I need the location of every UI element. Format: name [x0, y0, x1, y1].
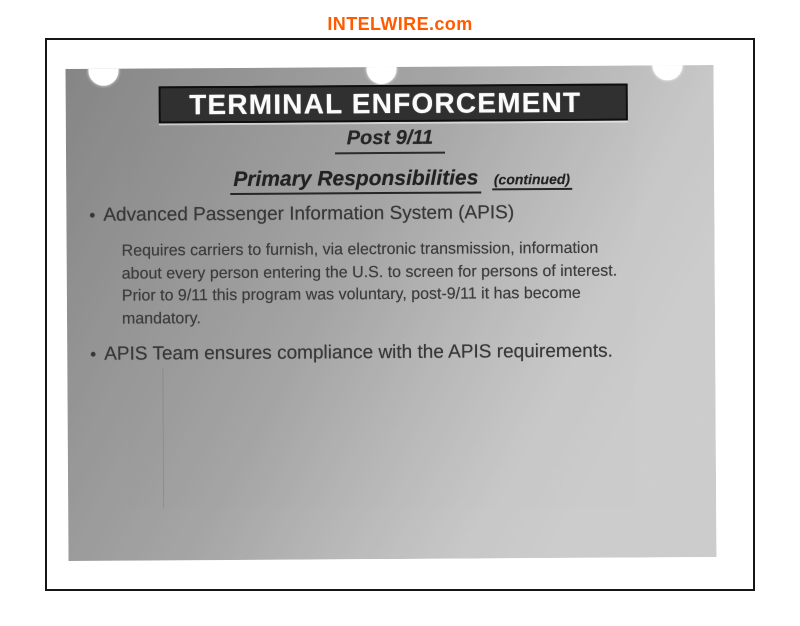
scan-artifact-line: [162, 368, 164, 508]
paragraph-line: about every person entering the U.S. to screen for persons of interest.: [121, 262, 618, 283]
site-header: INTELWIRE.com: [327, 14, 473, 34]
punch-notch-center: [366, 65, 396, 84]
section-heading-row: [77, 165, 716, 196]
punch-notch-right: [652, 65, 682, 80]
bullet-text: APIS Team ensures compliance with the APIS requirements.: [104, 340, 613, 365]
bullet-marker: •: [90, 344, 97, 364]
subtitle-row: [66, 125, 714, 156]
document-frame: [45, 38, 755, 591]
paragraph-line: Requires carriers to furnish, via electronic transmission, information: [121, 239, 599, 260]
paragraph-line: mandatory.: [121, 309, 201, 328]
continued-label: (continued): [492, 171, 572, 190]
slide-title: TERMINAL ENFORCEMENT: [189, 86, 582, 120]
apis-description-paragraph: [122, 238, 618, 331]
bullet-marker: •: [89, 205, 96, 225]
bullet-text: Advanced Passenger Information System (APIS): [103, 202, 515, 226]
slide-title-bar: [159, 84, 628, 124]
bullet-item-apis: [89, 202, 514, 227]
slide-subtitle: Post 9/11: [335, 127, 446, 155]
paragraph-line: Prior to 9/11 this program was voluntary, post-9/11 it has become: [121, 284, 581, 305]
punch-notch-left: [88, 65, 118, 86]
section-heading: Primary Responsibilities: [230, 166, 481, 195]
bullet-item-apis-team: [90, 341, 613, 366]
scanned-slide: [66, 65, 717, 561]
